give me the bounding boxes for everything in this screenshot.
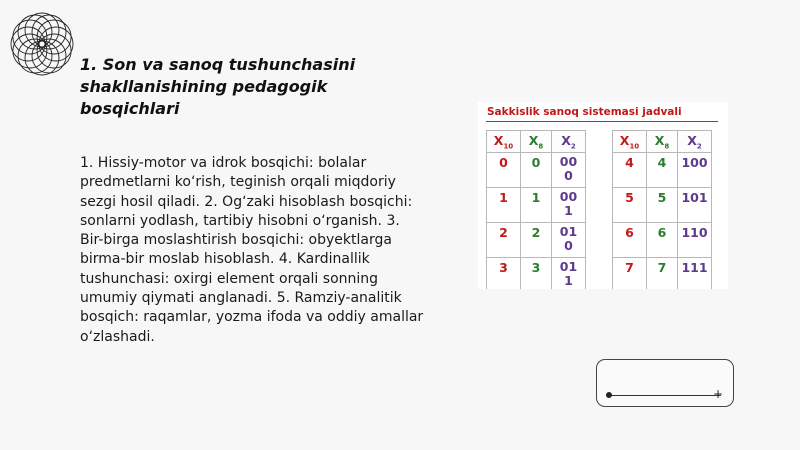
table-cell-value: 6 [625, 225, 634, 240]
table-cell-value: 2 [499, 225, 508, 240]
table-cell [647, 153, 678, 188]
table-cell [552, 223, 586, 258]
table-cell-value: 101 [681, 190, 708, 205]
table-cell [613, 188, 647, 223]
header-subscript: 10 [503, 142, 514, 151]
table-cell-value: 4 [657, 155, 667, 170]
table-row [487, 188, 586, 223]
table-cell-value: 4 [625, 155, 634, 170]
table-header-row [613, 131, 712, 153]
caption-divider [486, 121, 718, 122]
table-cell-value: 5 [625, 190, 634, 205]
header-variable: X [493, 132, 504, 148]
header-variable: X [654, 132, 665, 148]
table-header-cell [521, 131, 552, 153]
header-subscript: 2 [570, 142, 576, 151]
slider-track [609, 395, 721, 396]
table-cell-value: 6 [657, 225, 667, 240]
table-cell [487, 223, 521, 258]
table-cell [678, 223, 712, 258]
table-cell [487, 188, 521, 223]
table-cell-value: 1 [499, 190, 508, 205]
header-subscript: 10 [629, 142, 640, 151]
table-cell-value: 111 [681, 260, 708, 275]
table-header-row [487, 131, 586, 153]
plus-icon[interactable]: + [713, 387, 724, 401]
table-cell [521, 258, 552, 290]
table-cell-value: 001 [559, 189, 578, 218]
header-subscript: 2 [696, 142, 702, 151]
table-cell-value: 110 [681, 225, 708, 240]
octal-table-right [612, 130, 712, 289]
table-header-cell [552, 131, 586, 153]
slide-title: 1. Son va sanoq tushunchasini shakllanishining pedagogik bosqichlari [80, 55, 356, 118]
header-variable: X [561, 132, 571, 148]
table-row [487, 153, 586, 188]
table-cell [678, 153, 712, 188]
table-cell-value: 000 [559, 154, 578, 183]
header-variable: X [687, 132, 697, 148]
table-row [613, 258, 712, 290]
header-subscript: 8 [664, 142, 670, 151]
octal-table-left [486, 130, 586, 289]
table-cell-value: 010 [559, 224, 578, 253]
table-cell [521, 223, 552, 258]
table-cell [647, 223, 678, 258]
table-cell-value: 7 [625, 260, 634, 275]
rosette-logo-icon [4, 4, 80, 84]
table-row [613, 223, 712, 258]
table-header-cell [487, 131, 521, 153]
table-cell-value: 0 [499, 155, 508, 170]
table-header-cell [613, 131, 647, 153]
table-cell [613, 258, 647, 290]
table-cell [647, 258, 678, 290]
table-cell [487, 153, 521, 188]
slide-body-text: 1. Hissiy-motor va idrok bosqichi: bolalar predmetlarni ko‘rish, teginish orqali miqdoriy sezgi hosil qiladi. 2. Og‘zaki hisoblash bosqichi: sonlarni yodlash, tartibiy hisobni o‘rganish. 3. Bir-birga moslashtirish bosqichi: obyektlarga birma-bir moslab hisoblash. 4. Kardinallik tushunchasi: oxirgi element orqali sonning umumiy qiymati anglanadi. 5. Ramziy-analitik bosqich: raqamlar, yozma ifoda va oddiy amallar o‘zlashadi. [80, 155, 424, 345]
table-cell-value: 3 [499, 260, 508, 275]
table-cell [678, 258, 712, 290]
table-cell-value: 7 [657, 260, 667, 275]
table-cell [678, 188, 712, 223]
table-cell [521, 153, 552, 188]
table-header-cell [678, 131, 712, 153]
table-cell [613, 223, 647, 258]
slider-widget[interactable] [596, 359, 734, 407]
table-row [613, 188, 712, 223]
slider-handle[interactable] [606, 392, 612, 398]
header-variable: X [619, 132, 630, 148]
table-caption: Sakkislik sanoq sistemasi jadvali [487, 106, 682, 118]
table-cell-value: 100 [681, 155, 708, 170]
table-cell [552, 188, 586, 223]
table-cell-value: 3 [531, 260, 541, 275]
table-cell-value: 1 [531, 190, 541, 205]
table-cell [552, 258, 586, 290]
table-cell [613, 153, 647, 188]
table-row [487, 223, 586, 258]
table-header-cell [647, 131, 678, 153]
table-cell-value: 0 [531, 155, 541, 170]
table-cell [521, 188, 552, 223]
table-cell-value: 2 [531, 225, 541, 240]
table-cell [487, 258, 521, 290]
header-variable: X [528, 132, 539, 148]
table-cell [552, 153, 586, 188]
octal-table-image [478, 102, 728, 289]
table-cell [647, 188, 678, 223]
table-cell-value: 011 [559, 259, 578, 288]
table-row [487, 258, 586, 290]
header-subscript: 8 [538, 142, 544, 151]
table-row [613, 153, 712, 188]
table-cell-value: 5 [657, 190, 667, 205]
